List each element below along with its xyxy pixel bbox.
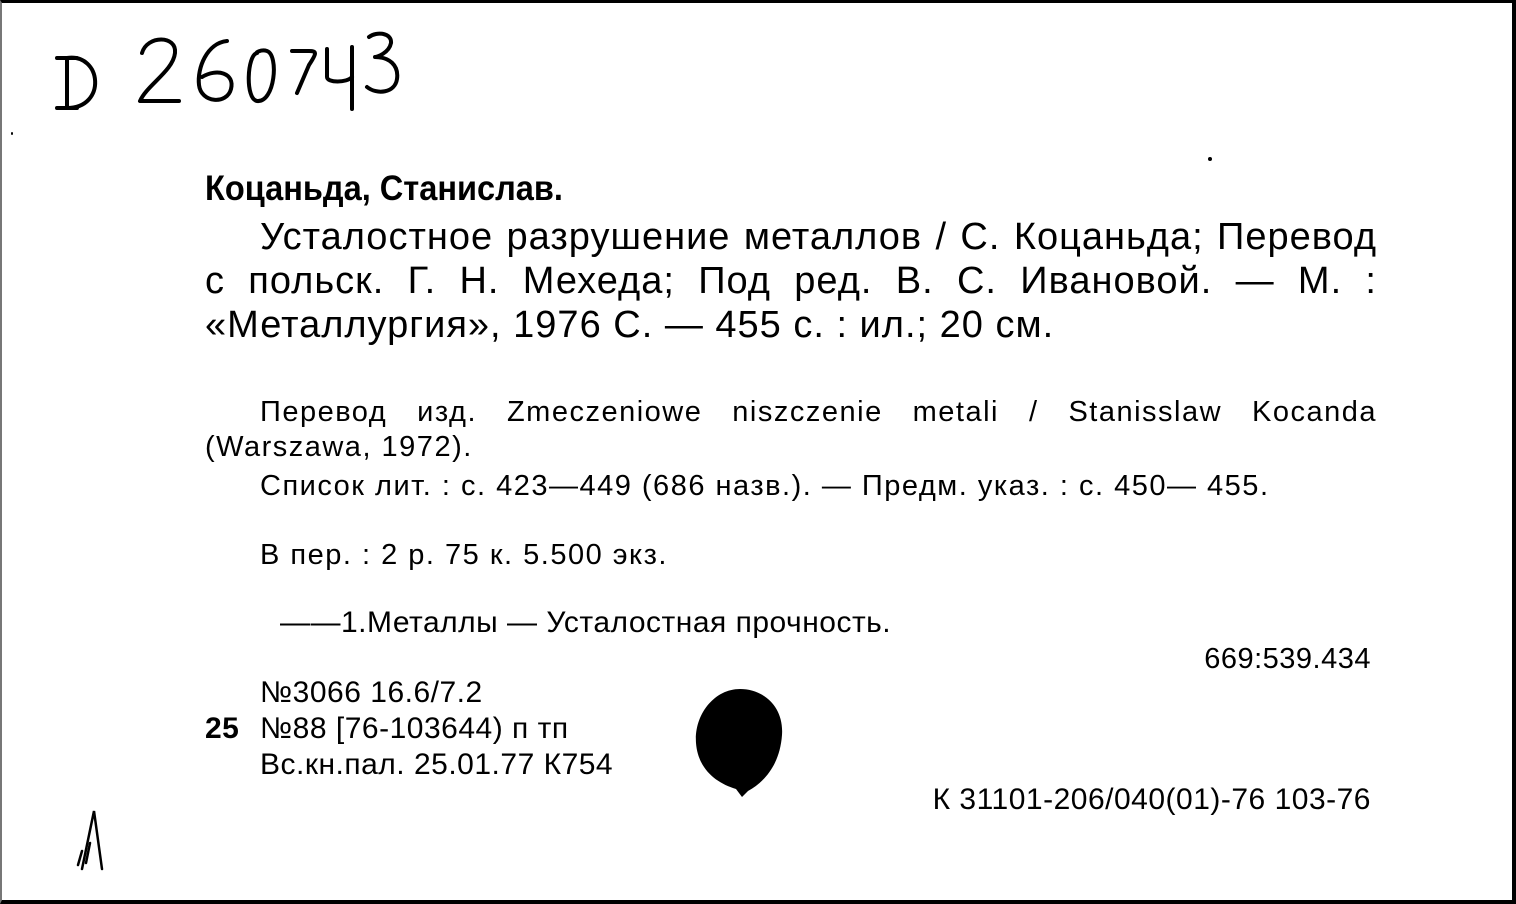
title-description-text: Усталостное разрушение металлов / С. Коцаньда; Перевод с польск. Г. Н. Мехеда; Под ред. В. С. Ивановой. — М. : «Металлургия», 1976 С. — 455 с. : ил.; 20 см. [205,216,1377,346]
translation-note [205,395,1377,465]
publication-line-1: №3066 16.6/7.2 [260,676,483,709]
price-note-text: В пер. : 2 р. 75 к. 5.500 экз. [260,539,668,571]
catalog-code: К 31101-206/040(01)-76 103-76 [932,783,1371,816]
publication-line-3: Вс.кн.пал. 25.01.77 К754 [260,748,614,781]
author-heading: Коцаньда, Станислав. [205,169,563,208]
bibliography-note-text: Список лит. : с. 423—449 (686 назв.). — Предм. указ. : с. 450— 455. [260,470,1270,502]
handwritten-inventory-number [47,13,407,113]
udc-code: 669:539.434 [1204,643,1371,675]
publication-line-2-number: 25 [205,712,240,745]
bibliography-note [205,469,1377,504]
translation-note-text: Перевод изд. Zmeczeniowe niszczenie metali / Stanisslaw Kocanda (Warszawa, 1972). [205,396,1377,463]
title-description [205,215,1377,347]
subject-heading: ——1.Металлы — Усталостная прочность. [280,606,892,639]
publication-line-2: №88 [76-103644) п тп [260,712,569,745]
ink-speck [11,132,13,135]
handwritten-mark-icon [68,803,118,873]
price-note [205,538,1377,573]
ink-speck [1208,157,1212,161]
ink-stamp-blot-icon [692,685,786,799]
